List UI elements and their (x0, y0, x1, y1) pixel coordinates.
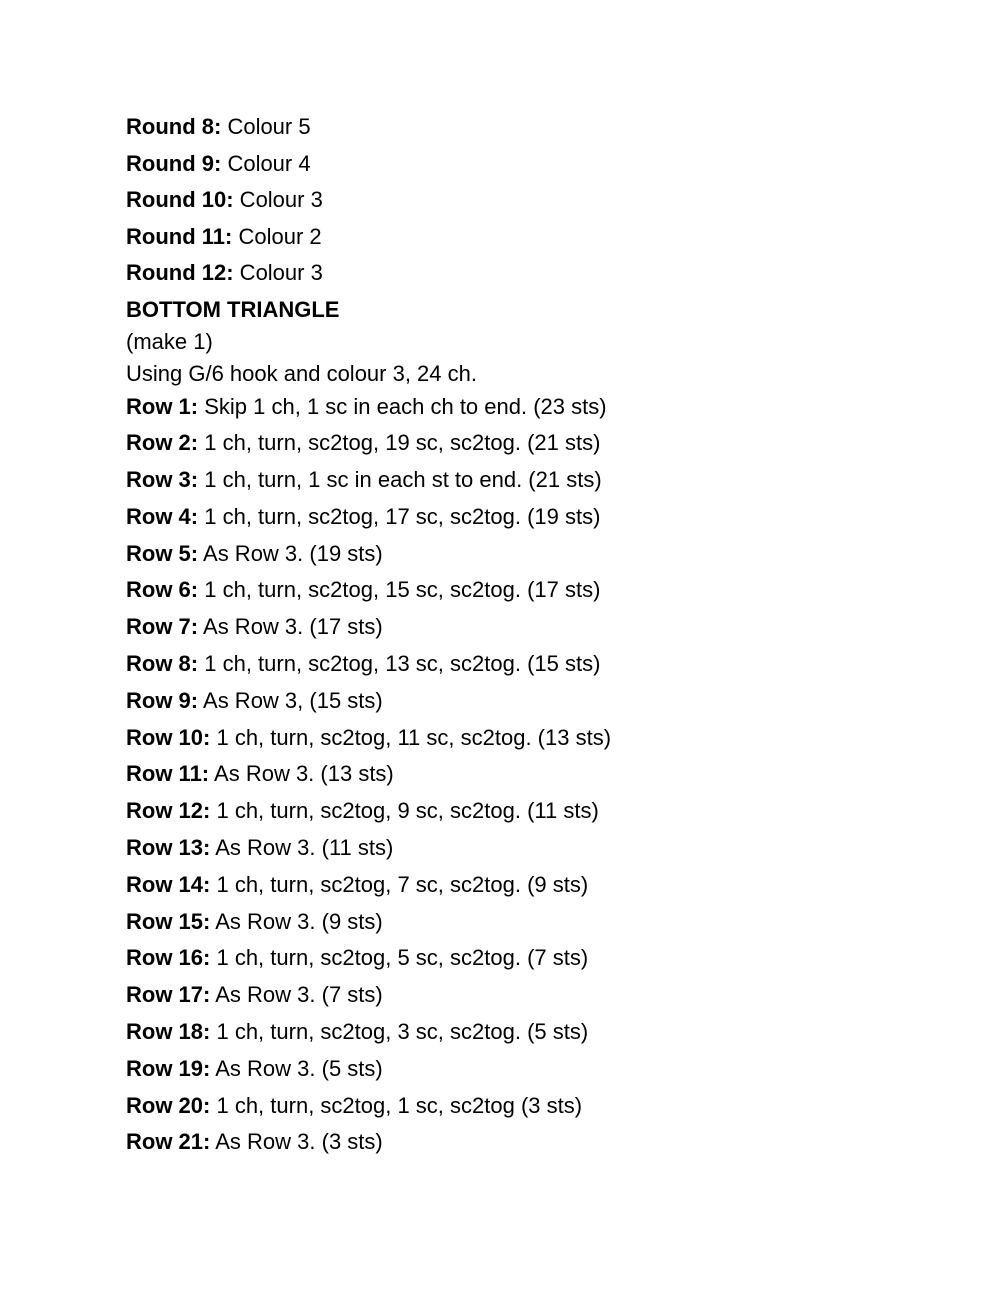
row-text: As Row 3. (7 sts) (210, 982, 383, 1008)
rounds-list (126, 114, 946, 286)
row-text: 1 ch, turn, sc2tog, 11 sc, sc2tog. (13 sts) (210, 724, 612, 750)
row-line (126, 651, 946, 677)
row-label: Row 19: (126, 1055, 211, 1081)
row-label: Row 10: (126, 724, 211, 750)
row-label: Row 14: (126, 871, 211, 897)
section-heading: BOTTOM TRIANGLE (126, 296, 340, 322)
row-label: Row 7: (126, 614, 199, 640)
row-text: 1 ch, turn, sc2tog, 19 sc, sc2tog. (21 sts) (198, 430, 601, 456)
round-label: Round 9: (126, 150, 222, 176)
round-text: Colour 5 (221, 114, 311, 139)
row-line (126, 688, 946, 714)
row-text: 1 ch, turn, sc2tog, 15 sc, sc2tog. (17 sts) (198, 577, 601, 603)
row-text: As Row 3. (9 sts) (210, 908, 383, 934)
row-label: Row 16: (126, 945, 211, 971)
row-line (126, 761, 946, 787)
row-label: Row 11: (126, 761, 210, 787)
row-line (126, 872, 946, 898)
row-text: 1 ch, turn, sc2tog, 13 sc, sc2tog. (15 sts) (198, 651, 601, 677)
pattern-content (126, 114, 946, 1166)
row-text: 1 ch, turn, sc2tog, 7 sc, sc2tog. (9 sts) (210, 871, 589, 897)
round-text: Colour 3 (233, 187, 323, 212)
row-text: As Row 3. (5 sts) (210, 1055, 383, 1081)
row-label: Row 8: (126, 651, 199, 677)
row-label: Row 2: (126, 430, 199, 456)
row-text: 1 ch, turn, sc2tog, 1 sc, sc2tog (3 sts) (210, 1092, 583, 1118)
round-label: Round 11: (126, 223, 233, 249)
row-line (126, 1093, 946, 1119)
row-label: Row 13: (126, 835, 211, 861)
round-label: Round 8: (126, 114, 222, 139)
round-text: Colour 4 (221, 150, 311, 176)
row-label: Row 3: (126, 467, 199, 493)
round-text: Colour 3 (233, 260, 323, 285)
section-intro: Using G/6 hook and colour 3, 24 ch. (126, 361, 477, 386)
round-line (126, 151, 946, 177)
row-label: Row 9: (126, 687, 199, 713)
row-label: Row 12: (126, 798, 211, 824)
row-line (126, 1056, 946, 1082)
rows-list (126, 394, 946, 1156)
row-line (126, 725, 946, 751)
row-line (126, 394, 946, 420)
row-text: As Row 3. (19 sts) (198, 540, 383, 566)
row-text: As Row 3. (11 sts) (210, 835, 394, 861)
row-line (126, 577, 946, 603)
row-line (126, 430, 946, 456)
round-label: Round 10: (126, 187, 234, 212)
row-label: Row 17: (126, 982, 211, 1008)
round-line (126, 187, 946, 213)
round-line (126, 114, 946, 140)
row-text: As Row 3. (3 sts) (210, 1129, 383, 1155)
row-line (126, 467, 946, 493)
row-text: 1 ch, turn, sc2tog, 9 sc, sc2tog. (11 sts) (210, 798, 599, 824)
row-line (126, 909, 946, 935)
round-text: Colour 2 (232, 223, 322, 249)
round-line (126, 224, 946, 250)
row-label: Row 15: (126, 908, 211, 934)
row-line (126, 504, 946, 530)
row-label: Row 6: (126, 577, 199, 603)
row-label: Row 20: (126, 1092, 211, 1118)
row-text: As Row 3, (15 sts) (198, 687, 383, 713)
row-line (126, 982, 946, 1008)
row-line (126, 1019, 946, 1045)
row-line (126, 1129, 946, 1155)
row-line (126, 541, 946, 567)
row-text: As Row 3. (17 sts) (198, 614, 383, 640)
row-text: 1 ch, turn, sc2tog, 5 sc, sc2tog. (7 sts) (210, 945, 589, 971)
section-note: (make 1) (126, 328, 213, 354)
row-label: Row 18: (126, 1019, 211, 1045)
row-label: Row 4: (126, 503, 199, 529)
row-text: 1 ch, turn, sc2tog, 17 sc, sc2tog. (19 sts) (198, 503, 601, 529)
row-text: As Row 3. (13 sts) (209, 761, 394, 787)
row-text: 1 ch, turn, sc2tog, 3 sc, sc2tog. (5 sts) (210, 1019, 589, 1045)
row-line (126, 945, 946, 971)
row-text: Skip 1 ch, 1 sc in each ch to end. (23 sts) (198, 393, 607, 419)
row-line (126, 835, 946, 861)
row-label: Row 21: (126, 1129, 211, 1155)
row-line (126, 614, 946, 640)
row-text: 1 ch, turn, 1 sc in each st to end. (21 sts) (198, 467, 602, 493)
row-label: Row 5: (126, 540, 199, 566)
row-label: Row 1: (126, 393, 199, 419)
round-line (126, 260, 946, 286)
round-label: Round 12: (126, 260, 234, 285)
row-line (126, 798, 946, 824)
